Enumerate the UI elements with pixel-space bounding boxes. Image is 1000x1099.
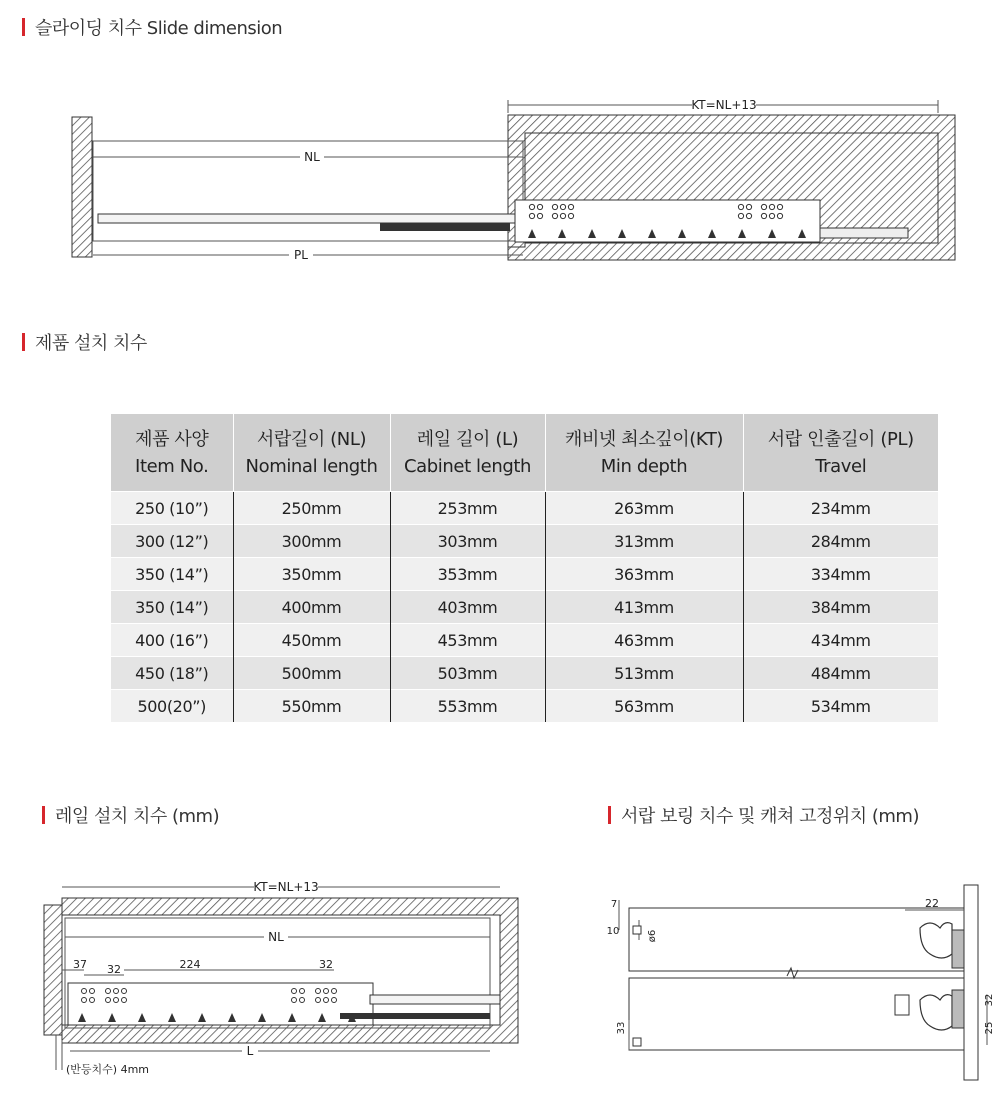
header-nominal-length: 서랍길이 (NL) Nominal length bbox=[233, 414, 390, 492]
table-row bbox=[111, 624, 938, 657]
dim-32-right-label: 32 bbox=[319, 958, 333, 971]
cell-item-no: 500(20”) bbox=[111, 690, 233, 723]
boring-position-diagram bbox=[605, 880, 1000, 1095]
section-title-slide-dimension bbox=[22, 14, 282, 40]
kt-dimension-label: KT=NL+13 bbox=[691, 98, 757, 112]
catcher-mount-lower bbox=[952, 990, 964, 1028]
section-title-text: 제품 설치 치수 bbox=[35, 333, 147, 354]
cell-nominal-length: 450mm bbox=[233, 624, 390, 657]
cell-travel: 284mm bbox=[743, 525, 938, 558]
cell-item-no: 450 (18”) bbox=[111, 657, 233, 690]
cell-travel: 434mm bbox=[743, 624, 938, 657]
spec-table bbox=[111, 414, 938, 722]
header-min-depth: 캐비넷 최소깊이(KT) Min depth bbox=[545, 414, 743, 492]
cell-travel: 334mm bbox=[743, 558, 938, 591]
cell-min-depth: 413mm bbox=[545, 591, 743, 624]
drawer-rail bbox=[370, 995, 500, 1004]
drawer-front bbox=[44, 905, 62, 1035]
section-title-text: 슬라이딩 치수 Slide dimension bbox=[35, 18, 283, 39]
section-title-install-dimension bbox=[22, 329, 147, 355]
cell-nominal-length: 250mm bbox=[233, 492, 390, 525]
table-header-row bbox=[111, 414, 938, 492]
cell-travel: 484mm bbox=[743, 657, 938, 690]
boring-hole-lower bbox=[633, 1038, 641, 1046]
boring-hole-upper bbox=[633, 926, 641, 934]
kt-dimension-label: KT=NL+13 bbox=[253, 880, 319, 894]
rail-install-diagram bbox=[40, 875, 530, 1080]
table-row bbox=[111, 525, 938, 558]
cell-nominal-length: 350mm bbox=[233, 558, 390, 591]
drawer-side-lower bbox=[629, 978, 964, 1050]
cell-nominal-length: 500mm bbox=[233, 657, 390, 690]
cell-item-no: 250 (10”) bbox=[111, 492, 233, 525]
cell-min-depth: 563mm bbox=[545, 690, 743, 723]
cell-travel: 534mm bbox=[743, 690, 938, 723]
section-title-text: 레일 설치 치수 (mm) bbox=[55, 806, 220, 827]
cell-min-depth: 363mm bbox=[545, 558, 743, 591]
section-marker bbox=[608, 806, 611, 824]
table-row bbox=[111, 591, 938, 624]
rail-end bbox=[820, 228, 908, 238]
nl-dimension-label: NL bbox=[268, 930, 284, 944]
cell-cabinet-length: 253mm bbox=[390, 492, 545, 525]
section-title-boring-position bbox=[608, 802, 919, 828]
cell-cabinet-length: 303mm bbox=[390, 525, 545, 558]
dim-32-left-label: 32 bbox=[107, 963, 121, 976]
slide-dimension-diagram bbox=[60, 95, 970, 270]
table-row bbox=[111, 657, 938, 690]
l-dimension-label: L bbox=[246, 1044, 254, 1058]
catcher-label-plate bbox=[895, 995, 909, 1015]
cell-nominal-length: 300mm bbox=[233, 525, 390, 558]
table-row bbox=[111, 558, 938, 591]
cell-min-depth: 263mm bbox=[545, 492, 743, 525]
cell-travel: 384mm bbox=[743, 591, 938, 624]
cell-min-depth: 463mm bbox=[545, 624, 743, 657]
header-travel: 서랍 인출길이 (PL) Travel bbox=[743, 414, 938, 492]
section-title-text: 서랍 보링 치수 및 캐쳐 고정위치 (mm) bbox=[621, 806, 919, 827]
cell-cabinet-length: 503mm bbox=[390, 657, 545, 690]
pl-dimension-label: PL bbox=[294, 248, 308, 262]
cell-item-no: 300 (12”) bbox=[111, 525, 233, 558]
dim-33-label: 33 bbox=[616, 1021, 627, 1035]
cell-cabinet-length: 403mm bbox=[390, 591, 545, 624]
drawer-front bbox=[72, 117, 92, 257]
cell-item-no: 400 (16”) bbox=[111, 624, 233, 657]
rail-runner bbox=[380, 223, 510, 231]
table-row bbox=[111, 492, 938, 525]
dim-224-label: 224 bbox=[179, 958, 201, 971]
section-marker bbox=[22, 333, 25, 351]
rebound-note: (반등치수) 4mm bbox=[66, 1063, 150, 1076]
cell-min-depth: 513mm bbox=[545, 657, 743, 690]
drawer-side-upper bbox=[629, 908, 964, 971]
table-row bbox=[111, 690, 938, 723]
dim-25-label: 25 bbox=[984, 1021, 995, 1035]
cell-item-no: 350 (14”) bbox=[111, 558, 233, 591]
cell-travel: 234mm bbox=[743, 492, 938, 525]
header-cabinet-length: 레일 길이 (L) Cabinet length bbox=[390, 414, 545, 492]
cell-nominal-length: 550mm bbox=[233, 690, 390, 723]
header-item-no: 제품 사양 Item No. bbox=[111, 414, 233, 492]
cell-cabinet-length: 453mm bbox=[390, 624, 545, 657]
drawer-front-panel bbox=[964, 885, 978, 1080]
cell-nominal-length: 400mm bbox=[233, 591, 390, 624]
cell-cabinet-length: 353mm bbox=[390, 558, 545, 591]
dim-7-label: 7 bbox=[610, 899, 618, 910]
cell-cabinet-length: 553mm bbox=[390, 690, 545, 723]
cell-item-no: 350 (14”) bbox=[111, 591, 233, 624]
dim-10-label: 10 bbox=[606, 926, 620, 937]
nl-dimension-label: NL bbox=[304, 150, 320, 164]
dim-22-label: 22 bbox=[925, 897, 939, 910]
section-marker bbox=[42, 806, 45, 824]
cell-min-depth: 313mm bbox=[545, 525, 743, 558]
section-marker bbox=[22, 18, 25, 36]
dim-phi6-label: ø6 bbox=[647, 929, 658, 943]
dim-32-label: 32 bbox=[984, 993, 995, 1007]
rail-runner bbox=[340, 1013, 490, 1019]
drawer-rail bbox=[98, 214, 528, 223]
catcher-mount-upper bbox=[952, 930, 964, 968]
dim-37-label: 37 bbox=[73, 958, 87, 971]
section-title-rail-install bbox=[42, 802, 219, 828]
